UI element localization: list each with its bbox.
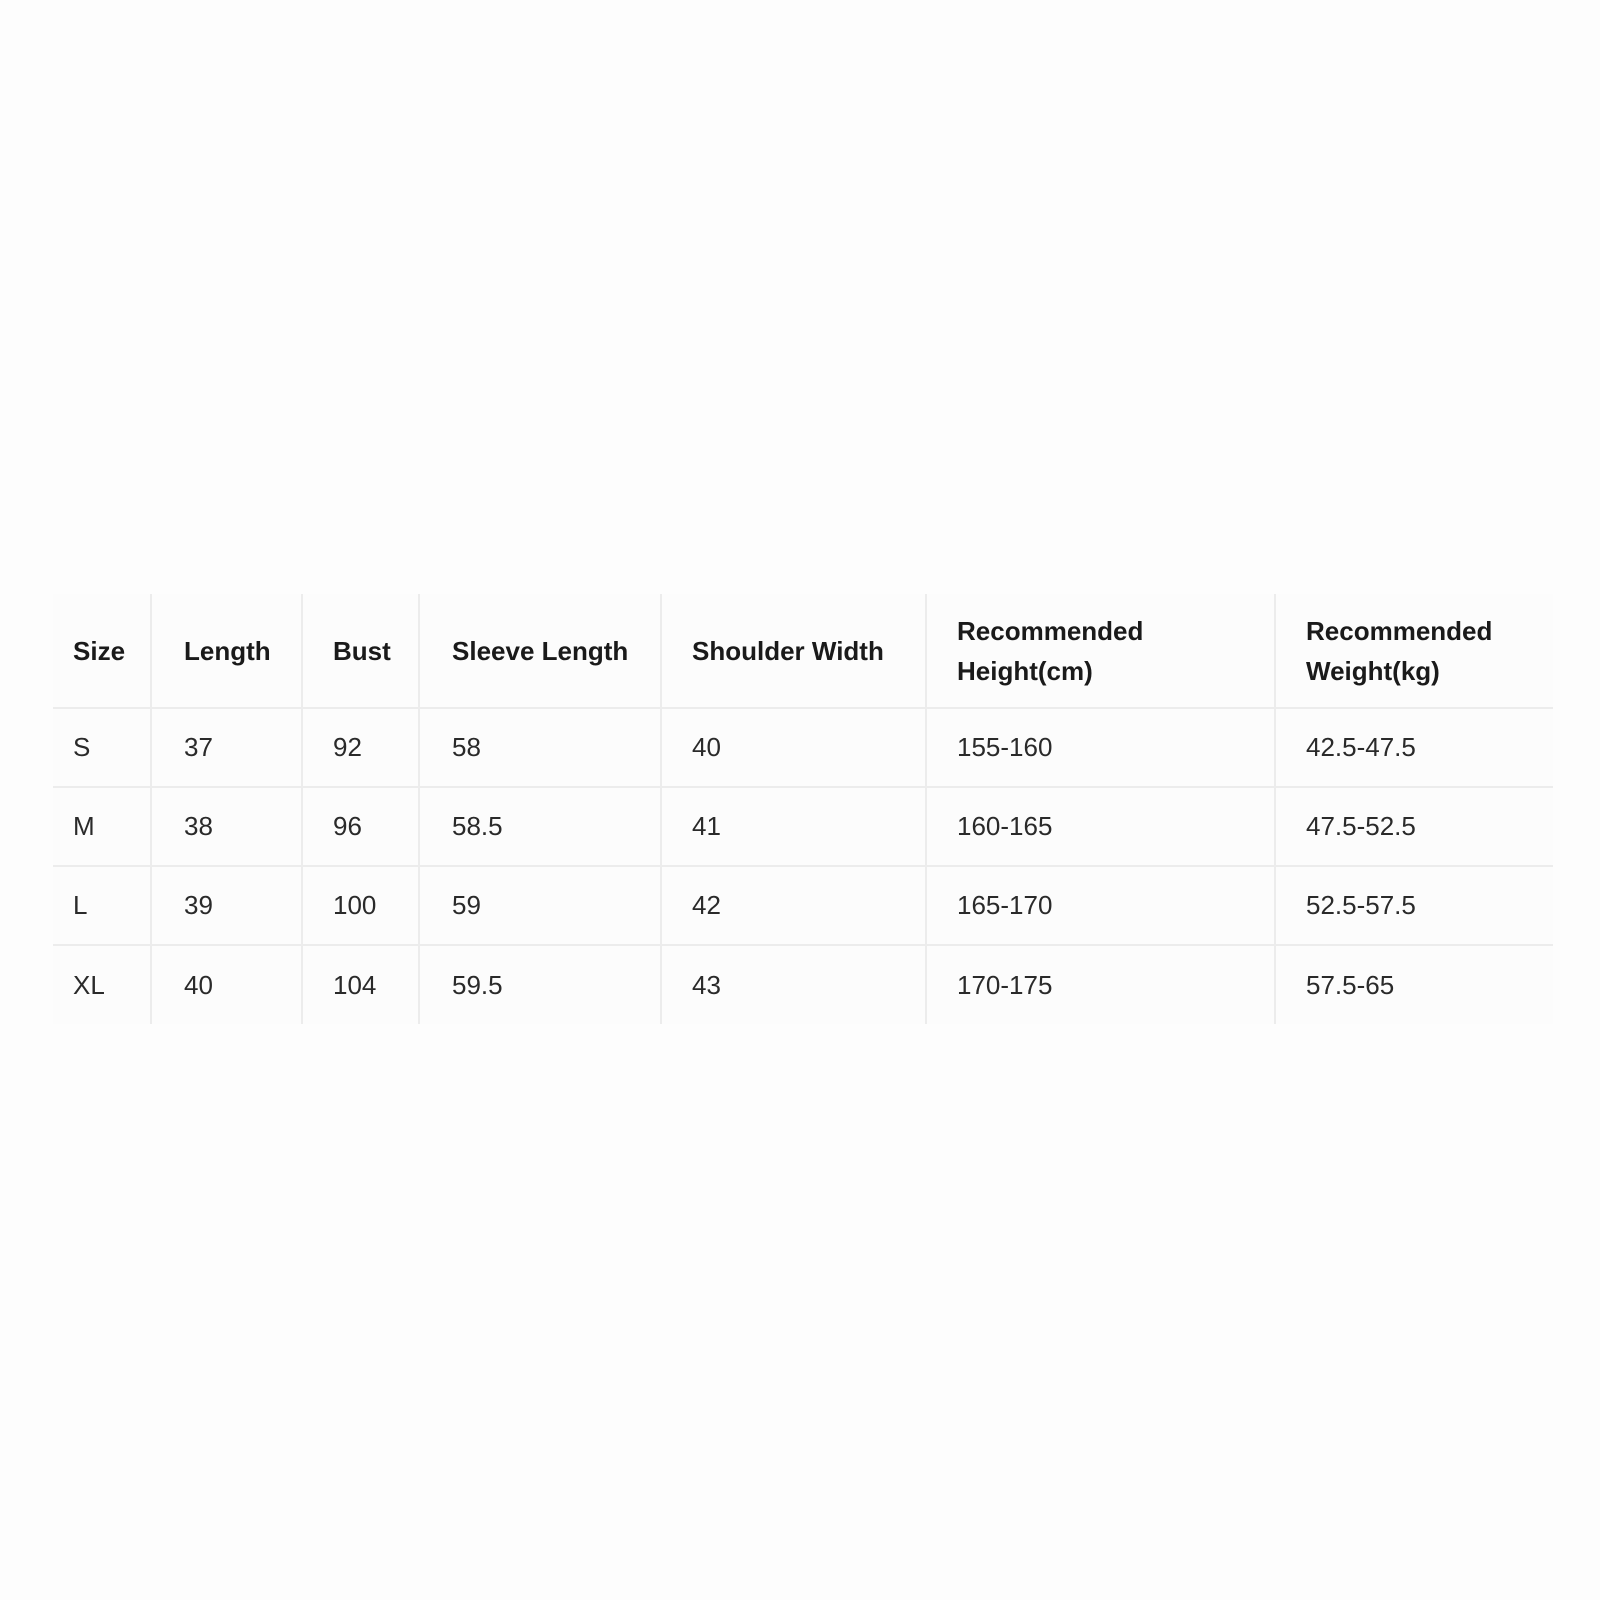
cell-sleeve-length: 59 <box>419 866 661 945</box>
table-row <box>53 866 1553 945</box>
cell-length: 37 <box>151 708 302 787</box>
header-recommended-height: Recommended Height(cm) <box>926 594 1275 708</box>
header-shoulder-width: Shoulder Width <box>661 594 926 708</box>
table-body <box>53 708 1553 1024</box>
table-row <box>53 787 1553 866</box>
cell-shoulder-width: 43 <box>661 945 926 1024</box>
cell-size: M <box>53 787 151 866</box>
cell-size: L <box>53 866 151 945</box>
cell-recommended-weight: 52.5-57.5 <box>1306 890 1416 920</box>
cell-bust: 100 <box>302 866 419 945</box>
cell-recommended-height: 160-165 <box>926 787 1275 866</box>
header-row <box>53 594 1553 708</box>
cell-shoulder-width: 41 <box>661 787 926 866</box>
cell-recommended-weight: 47.5-52.5 <box>1306 811 1416 841</box>
cell-sleeve-length: 59.5 <box>419 945 661 1024</box>
cell-shoulder-width: 40 <box>661 708 926 787</box>
table-row <box>53 708 1553 787</box>
size-chart-table <box>53 594 1553 1024</box>
header-length: Length <box>151 594 302 708</box>
cell-size: S <box>53 708 151 787</box>
header-size: Size <box>53 594 151 708</box>
cell-recommended-height: 170-175 <box>926 945 1275 1024</box>
cell-bust: 92 <box>302 708 419 787</box>
table-header <box>53 594 1553 708</box>
cell-bust: 104 <box>302 945 419 1024</box>
cell-recommended-height: 155-160 <box>926 708 1275 787</box>
header-recommended-weight: Recommended Weight(kg) <box>1306 615 1493 686</box>
cell-length: 39 <box>151 866 302 945</box>
cell-recommended-weight: 57.5-65 <box>1306 969 1395 1000</box>
cell-bust: 96 <box>302 787 419 866</box>
cell-length: 40 <box>151 945 302 1024</box>
cell-sleeve-length: 58 <box>419 708 661 787</box>
cell-recommended-height: 165-170 <box>926 866 1275 945</box>
header-bust: Bust <box>302 594 419 708</box>
cell-length: 38 <box>151 787 302 866</box>
cell-shoulder-width: 42 <box>661 866 926 945</box>
cell-size: XL <box>53 945 151 1024</box>
header-sleeve-length: Sleeve Length <box>419 594 661 708</box>
cell-recommended-weight: 42.5-47.5 <box>1306 732 1416 762</box>
table-row <box>53 945 1553 1024</box>
cell-sleeve-length: 58.5 <box>419 787 661 866</box>
